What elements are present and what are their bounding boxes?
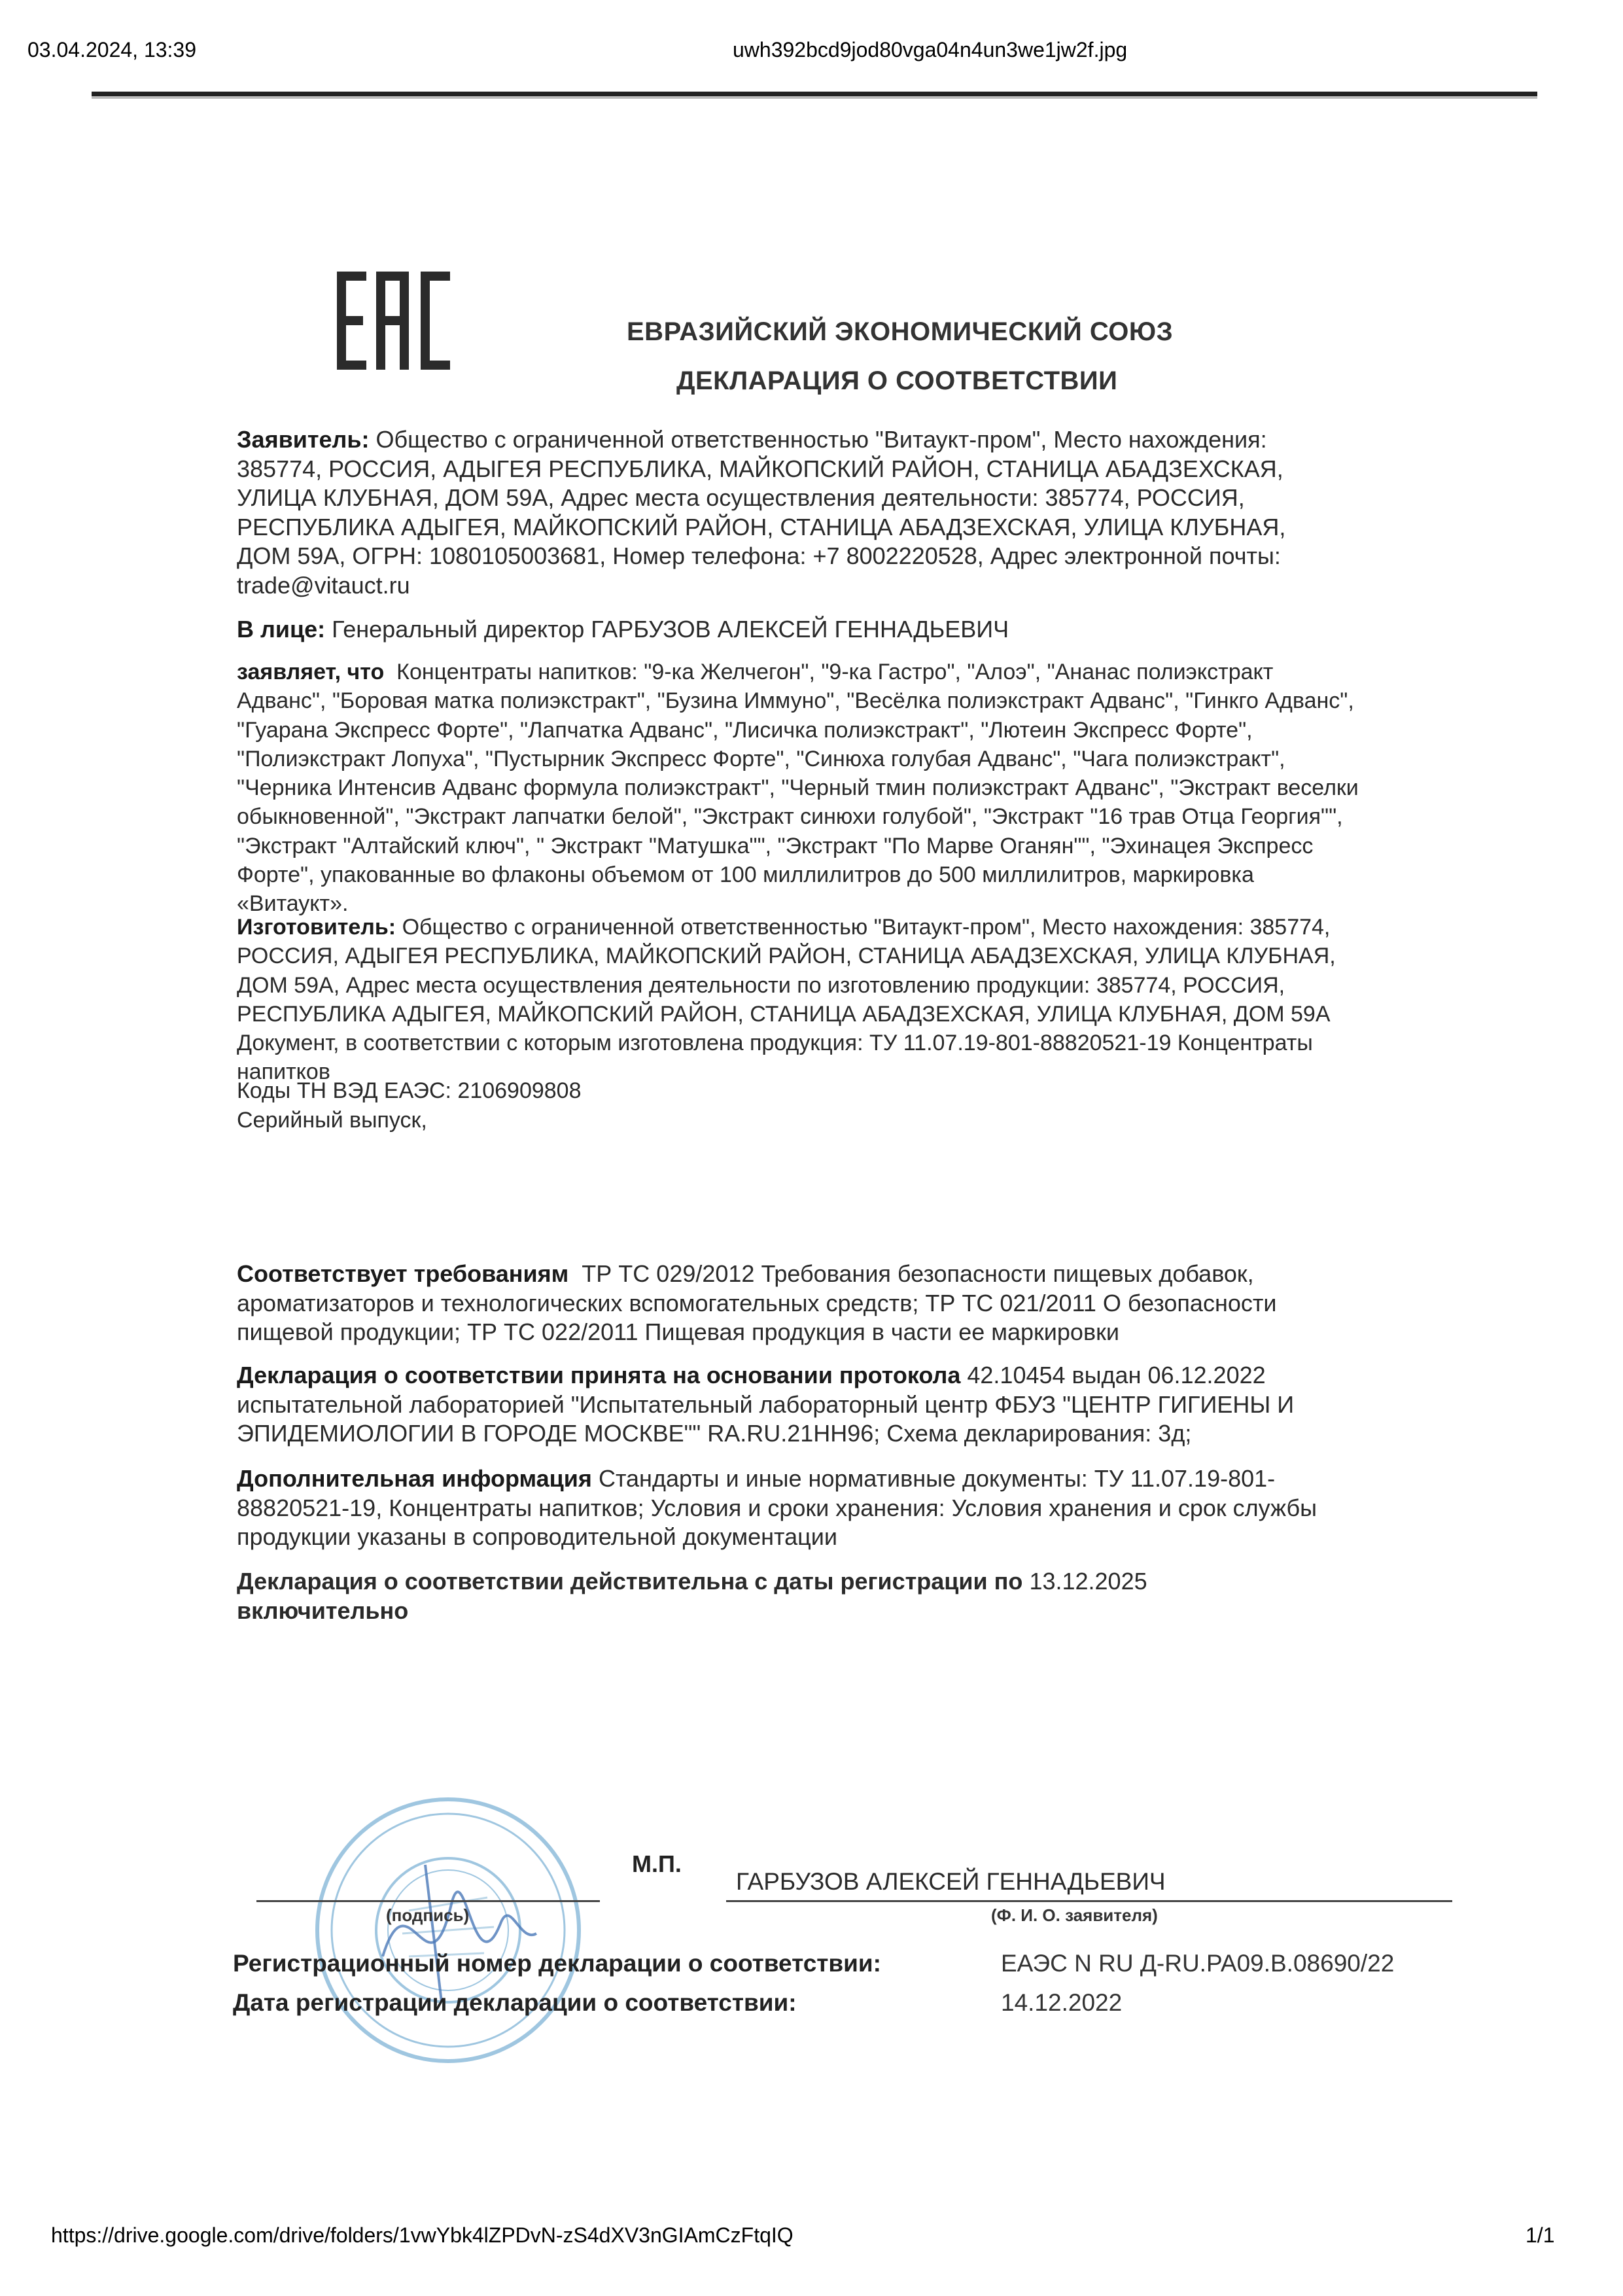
person-value: Генеральный директор ГАРБУЗОВ АЛЕКСЕЙ ГЕННАДЬЕВИЧ [332,616,1009,643]
declares-line: Адванс", "Боровая матка полиэкстракт", "Бузина Иммуно", "Весёлка полиэкстракт Адванс", "Гинкго Адванс", [237,688,1354,714]
person-label: В лице: [237,616,326,643]
doc-title-union: ЕВРАЗИЙСКИЙ ЭКОНОМИЧЕСКИЙ СОЮЗ [627,317,1174,346]
declares-line: "Черника Интенсив Адванс формула полиэкстракт", "Черный тмин полиэкстракт Адванс", "Экстракт веселки [237,775,1359,801]
applicant-line: ДОМ 59А, ОГРН: 1080105003681, Номер телефона: +7 8002220528, Адрес электронной почты: [237,542,1281,569]
print-footer-page: 1/1 [1526,2223,1555,2247]
manufacturer-line: Общество с ограниченной ответственностью "Витаукт-пром", Место нахождения: 385774, [402,915,1331,940]
applicant-line: 385774, РОССИЯ, АДЫГЕЯ РЕСПУБЛИКА, МАЙКОПСКИЙ РАЙОН, СТАНИЦА АБАДЗЕХСКАЯ, [237,455,1283,482]
declares-line: «Витаукт». [237,891,349,917]
eac-logo [337,272,451,370]
conforms-section [237,1260,1480,1347]
applicant-line: УЛИЦА КЛУБНАЯ, ДОМ 59А, Адрес места осуществления деятельности: 385774, РОССИЯ, [237,484,1245,511]
applicant-section [237,425,1480,600]
seal-place-label: М.П. [632,1850,682,1877]
declares-line: обыкновенной", "Экстракт лапчатки белой", "Экстракт синюхи голубой", "Экстракт "16 трав Отца Георгия"", [237,804,1343,830]
applicant-line: Общество с ограниченной ответственностью "Витаукт-пром", Место нахождения: [375,426,1267,453]
scan-top-border-shadow [92,96,1537,99]
print-footer-url: https://drive.google.com/drive/folders/1vwYbk4lZPDvN-zS4dXV3nGIAmCzFtqIQ [51,2223,794,2247]
declares-line: "Полиэкстракт Лопуха", "Пустырник Экспресс Форте", "Синюха голубая Адванс", "Чага полиэкстракт", [237,746,1285,771]
manufacturer-line: напитков [237,1059,330,1085]
manufacturer-section [237,913,1480,1087]
registration-number-label: Регистрационный номер декларации о соответствии: [233,1950,881,1977]
name-line [726,1900,1452,1902]
manufacturer-line: ДОМ 59А, Адрес места осуществления деятельности по изготовлению продукции: 385774, РОССИЯ, [237,972,1285,998]
company-seal-stamp [311,1793,585,2068]
manufacturer-line: Документ, в соответствии с которым изготовлена продукция: ТУ 11.07.19-801-88820521-19 Концентраты [237,1031,1313,1056]
scan-top-border [92,92,1537,96]
basis-line: 42.10454 выдан 06.12.2022 [967,1362,1266,1388]
validity-date: 13.12.2025 [1029,1568,1147,1595]
signature-caption: (подпись) [386,1905,470,1925]
applicant-line: РЕСПУБЛИКА АДЫГЕЯ, МАЙКОПСКИЙ РАЙОН, СТАНИЦА АБАДЗЕХСКАЯ, УЛИЦА КЛУБНАЯ, [237,513,1286,540]
applicant-full-name: ГАРБУЗОВ АЛЕКСЕЙ ГЕННАДЬЕВИЧ [736,1868,1166,1895]
print-header-filename: uwh392bcd9jod80vga04n4un3we1jw2f.jpg [733,38,1128,62]
registration-number: ЕАЭС N RU Д-RU.PA09.B.08690/22 [1001,1950,1395,1977]
conforms-line: ароматизаторов и технологических вспомогательных средств; ТР ТС 021/2011 О безопасности [237,1289,1277,1316]
additional-info-line: 88820521-19, Концентраты напитков; Условия и сроки хранения: Условия хранения и срок службы [237,1494,1318,1521]
additional-info-line: Стандарты и иные нормативные документы: ТУ 11.07.19-801- [598,1465,1276,1492]
conforms-label: Соответствует требованиям [237,1260,569,1287]
declares-line: Концентраты напитков: "9-ка Желчегон", "9-ка Гастро", "Алоэ", "Ананас полиэкстракт [396,660,1274,684]
declares-line: "Гуарана Экспресс Форте", "Лапчатка Адванс", "Лисичка полиэкстракт", "Лютеин Экспресс Форте", [237,717,1253,743]
additional-info-line: продукции указаны в сопроводительной документации [237,1523,837,1550]
basis-line: испытательной лабораторией "Испытательный лабораторный центр ФБУЗ "ЦЕНТР ГИГИЕНЫ И [237,1390,1295,1418]
additional-info-section [237,1464,1480,1552]
manufacturer-line: РОССИЯ, АДЫГЕЯ РЕСПУБЛИКА, МАЙКОПСКИЙ РАЙОН, СТАНИЦА АБАДЗЕХСКАЯ, УЛИЦА КЛУБНАЯ, [237,944,1336,969]
validity-label: Декларация о соответствии действительна с даты регистрации по [237,1568,1023,1595]
doc-title-declaration: ДЕКЛАРАЦИЯ О СООТВЕТСТВИИ [676,366,1118,395]
validity-section [237,1567,1480,1625]
declares-section [237,658,1480,919]
basis-label: Декларация о соответствии принята на основании протокола [237,1362,961,1388]
basis-line: ЭПИДЕМИОЛОГИИ В ГОРОДЕ МОСКВЕ"" RA.RU.21НН96; Схема декларирования: 3д; [237,1420,1192,1447]
basis-section [237,1361,1480,1449]
conforms-line: ТР ТС 029/2012 Требования безопасности пищевых добавок, [582,1260,1254,1287]
conforms-line: пищевой продукции; ТР ТС 022/2011 Пищевая продукция в части ее маркировки [237,1318,1119,1345]
additional-info-label: Дополнительная информация [237,1465,592,1492]
person-section [237,615,1480,645]
applicant-line: trade@vitauct.ru [237,571,410,599]
declares-line: Форте", упакованные во флаконы объемом от 100 миллилитров до 500 миллилитров, маркировка [237,862,1254,888]
validity-tail: включительно [237,1597,409,1624]
hs-codes: Коды ТН ВЭД ЕАЭС: 2106909808 [237,1078,582,1103]
signature-line [256,1900,600,1902]
registration-date-label: Дата регистрации декларации о соответствии: [233,1989,797,2016]
name-caption: (Ф. И. О. заявителя) [991,1905,1158,1925]
serial-release: Серийный выпуск, [237,1108,427,1133]
manufacturer-line: РЕСПУБЛИКА АДЫГЕЯ, МАЙКОПСКИЙ РАЙОН, СТАНИЦА АБАДЗЕХСКАЯ, УЛИЦА КЛУБНАЯ, ДОМ 59А [237,1001,1331,1027]
manufacturer-label: Изготовитель: [237,915,396,940]
declares-line: "Экстракт "Алтайский ключ", " Экстракт "Матушка"", "Экстракт "По Марве Оганян"", "Эхинацея Экспресс [237,833,1314,858]
print-header-datetime: 03.04.2024, 13:39 [27,38,197,62]
applicant-label: Заявитель: [237,426,370,453]
declares-label: заявляет, что [237,660,385,684]
registration-date: 14.12.2022 [1001,1989,1123,2016]
